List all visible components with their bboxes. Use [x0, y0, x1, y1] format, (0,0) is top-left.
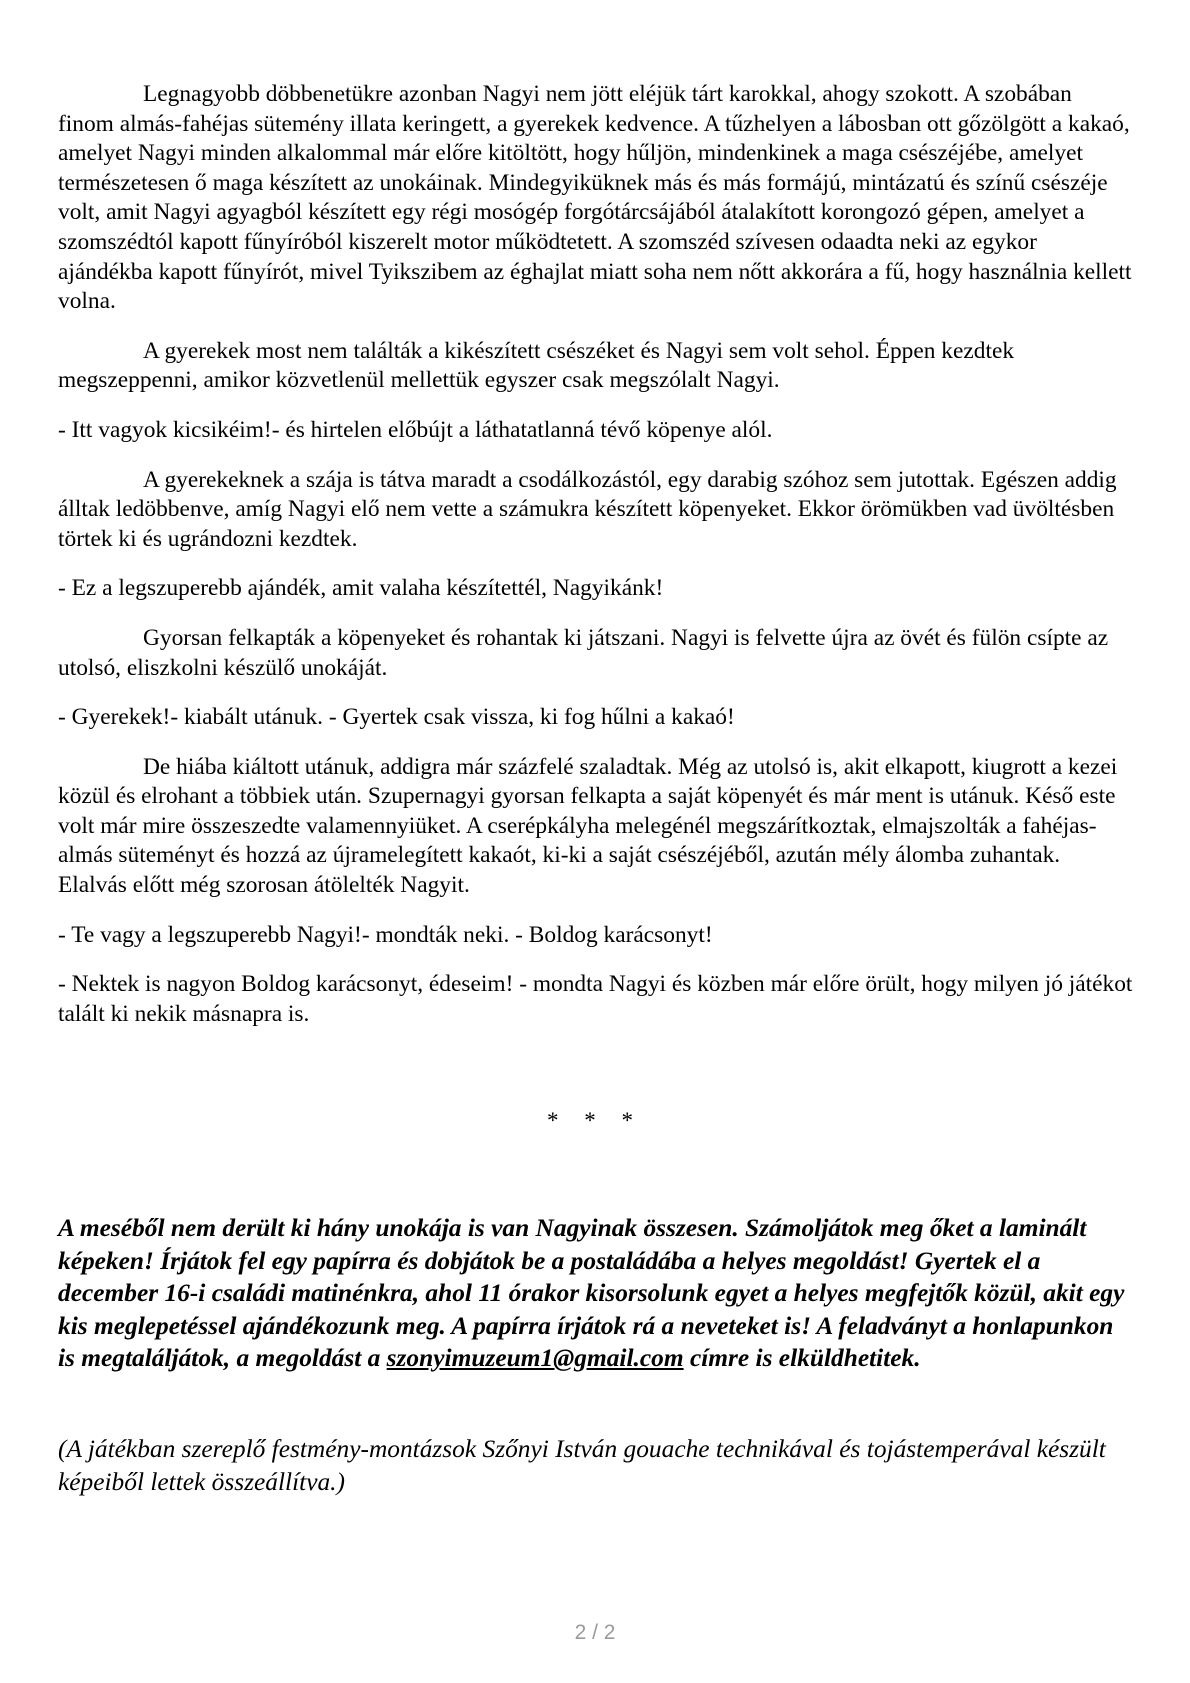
dialogue-line-3: - Gyerekek!- kiabált utánuk. - Gyertek csak vissza, ki fog hűlni a kakaó! [58, 704, 735, 731]
story-body [58, 80, 1133, 1029]
task-instructions [58, 1212, 1133, 1375]
story-paragraph-2: A gyerekek most nem találták a kikészített csészéket és Nagyi sem volt sehol. Éppen kezdtek megszeppenni, amikor közvetlenül mellettük egyszer csak megszólalt Nagyi. [58, 337, 1015, 394]
credits-note: (A játékban szereplő festmény-montázsok Szőnyi István gouache technikával és tojástemperával készült képeiből lettek összeállítva.) [58, 1435, 1106, 1496]
page-number: 2 / 2 [574, 1621, 616, 1644]
dialogue-line-1: - Itt vagyok kicsikéim!- és hirtelen előbújt a láthatatlanná tévő köpenye alól. [58, 416, 773, 443]
story-paragraph-4: Gyorsan felkapták a köpenyeket és rohantak ki játszani. Nagyi is felvette újra az övét és fülön csípte az utolsó, eliszkolni készülő unokáját. [58, 624, 1109, 681]
task-suffix: címre is elküldhetitek. [683, 1344, 921, 1373]
story-paragraph-5: De hiába kiáltott utánuk, addigra már százfelé szaladtak. Még az utolsó is, akit elkapott, kiugrott a kezei közül és elrohant a többiek után. Szupernagyi gyorsan felkapta a saját köpenyét és már ment is utánuk. Késő este volt már mire összeszedte valamennyiüket. A cserépkályha melegénél megszárítkoztak, elmajszolták a fahéjas-almás süteményt és hozzá az újramelegített kakaót, ki-ki a saját csészéjéből, azután mély álomba zuhantak. Elalvás előtt még szorosan átölelték Nagyit. [58, 753, 1118, 899]
section-separator: * * * [547, 1108, 643, 1133]
task-text: A meséből nem derült ki hány unokája is van Nagyinak összesen. Számoljátok meg őket a laminált képeken! Írjátok fel egy papírra és dobjátok be a postaládába a helyes megoldást! Gyertek el a december 16-i családi matinénkra, ahol 11 órakor kisorsolunk egyet a helyes megfejtők közül, akit egy kis meglepetéssel ajándékozunk meg. A papírra írjátok rá a neveteket is! A feladványt a honlapunkon is megtaláljátok, a megoldást a [58, 1214, 1125, 1373]
dialogue-line-5: - Nektek is nagyon Boldog karácsonyt, édeseim! - mondta Nagyi és közben már előre örült, hogy milyen jó játékot talált ki nekik másnapra is. [58, 971, 1133, 1027]
dialogue-line-2: - Ez a legszuperebb ajándék, amit valaha készítettél, Nagyikánk! [58, 575, 664, 602]
email-link[interactable]: szonyimuzeum1@gmail.com [386, 1344, 684, 1373]
story-paragraph-1: Legnagyobb döbbenetükre azonban Nagyi nem jött eléjük tárt karokkal, ahogy szokott. A szobában finom almás-fahéjas sütemény illata keringett, a gyerekek kedvence. A tűzhelyen a lábosban ott gőzölgött a kakaó, amelyet Nagyi minden alkalommal már előre kitöltött, hogy hűljön, mindenkinek a maga csészéjébe, amelyet természetesen ő maga készített az unokáinak. Mindegyiküknek más és más formájú, mintázatú és színű csészéje volt, amit Nagyi agyagból készített egy régi mosógép forgótárcsájából átalakított korongozó gépen, amelyet a szomszédtól kapott fűnyíróból kiszerelt motor működtetett. A szomszéd szívesen odaadta neki az egykor ajándékba kapott fűnyírót, mivel Tyikszibem az éghajlat miatt soha nem nőtt akkorára a fű, hogy használnia kellett volna. [58, 81, 1132, 315]
story-paragraph-3: A gyerekeknek a szája is tátva maradt a csodálkozástól, egy darabig szóhoz sem jutottak. Egészen addig álltak ledöbbenve, amíg Nagyi elő nem vette a számukra készített köpenyeket. Ekkor örömükben vad üvöltésben törtek ki és ugrándozni kezdtek. [58, 466, 1117, 552]
dialogue-line-4: - Te vagy a legszuperebb Nagyi!- mondták neki. - Boldog karácsonyt! [58, 921, 713, 948]
